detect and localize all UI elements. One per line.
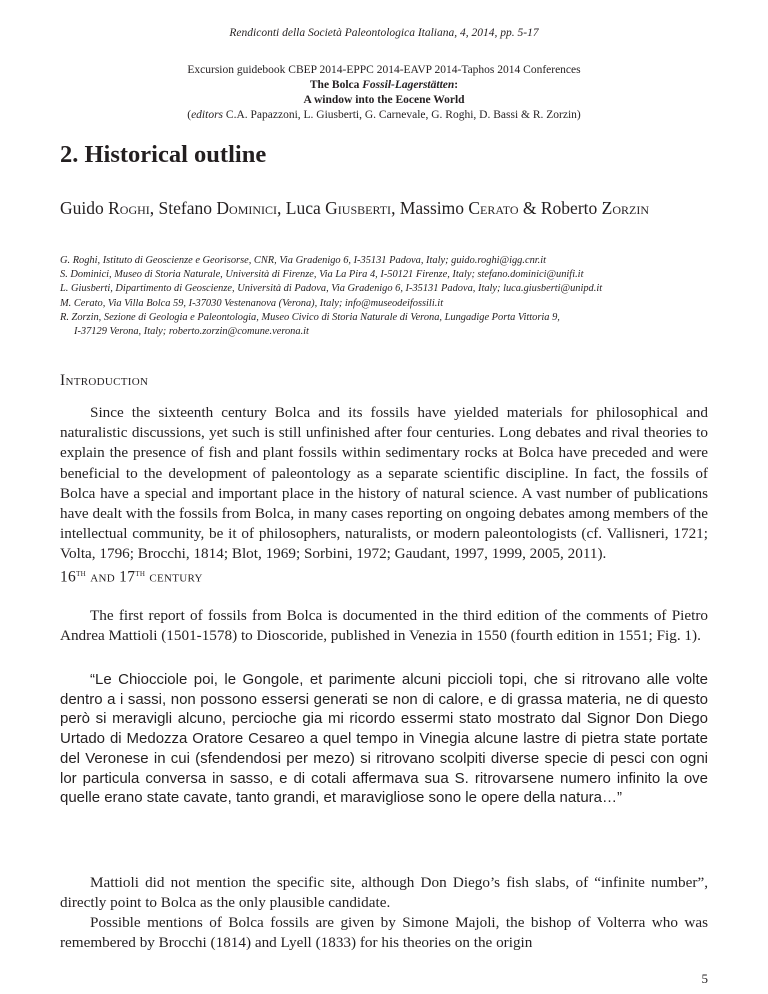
guidebook-line-4 xyxy=(60,108,708,123)
running-head: Rendiconti della Società Paleontologica Italiana, 4, 2014, pp. 5-17 xyxy=(229,27,539,39)
introduction-paragraph: Since the sixteenth century Bolca and its fossils have yielded materials for philosophical and naturalistic discussions, yet such is still unfinished after four centuries. Long debates and rival theories to explain the presence of fish and plant fossils within sedimentary rocks at Bolca have preceded and were beneficial to the development of paleontology as a separate scientific discipline. In fact, the fossils of Bolca have a special and important place in the history of natural science. A vast number of publications have dealt with the fossils from Bolca, in many cases reporting on ongoing debates among members of the intellectual community, be it of philosophers, naturalists, or modern paleontologists (cf. Vallisneri, 1721; Volta, 1796; Brocchi, 1814; Blot, 1969; Sorbini, 1972; Gaudant, 1997, 1999, 2005, 2011). xyxy=(60,404,708,563)
paragraph-mattioli: Mattioli did not mention the specific site, although Don Diego’s fish slabs, of “infinite number”, directly point to Bolca as the only plausible candidate. xyxy=(60,874,708,912)
paragraph-first-report: The first report of fossils from Bolca is documented in the third edition of the comments of Pietro Andrea Mattioli (1501-1578) to Dioscoride, published in Venezia in 1550 (fourth edition in 1551; Fig. 1). xyxy=(60,607,708,645)
guidebook-line-3: A window into the Eocene World xyxy=(303,94,465,106)
affiliation: R. Zorzin, Sezione di Geologia e Paleontologia, Museo Civico di Storia Naturale di Verona, Lungadige Porta Vittoria 9, xyxy=(60,311,560,323)
article-title: 2. Historical outline xyxy=(60,141,267,168)
author: Luca Giusberti, xyxy=(285,198,400,218)
author: Massimo Cerato & xyxy=(399,198,541,218)
affiliation: S. Dominici, Museo di Storia Naturale, Università di Firenze, Via La Pira 4, I-50121 Firenze, Italy; stefano.dominici@unifi.it xyxy=(60,269,584,281)
affiliation: G. Roghi, Istituto di Geoscienze e Georisorse, CNR, Via Gradenigo 6, I-35131 Padova, Italy; guido.roghi@igg.cnr.it xyxy=(60,255,547,266)
section-heading-introduction: Introduction xyxy=(60,372,149,389)
author: Roberto Zorzin xyxy=(540,198,649,218)
affiliation: I-37129 Verona, Italy; roberto.zorzin@comune.verona.it xyxy=(74,326,309,338)
section-heading-16th-17th-century: 16th and 17th century xyxy=(60,568,203,586)
editors-list: C.A. Papazzoni, L. Giusberti, G. Carnevale, G. Roghi, D. Bassi & R. Zorzin) xyxy=(223,109,581,121)
guidebook-line-2 xyxy=(60,78,708,93)
affiliations xyxy=(60,254,708,339)
guidebook-header xyxy=(60,63,708,123)
editors-open: ( xyxy=(187,109,192,121)
paragraph-majoli: Possible mentions of Bolca fossils are given by Simone Majoli, the bishop of Volterra who was remembered by Brocchi (1814) and Lyell (1833) for his theories on the origin xyxy=(60,914,708,952)
mattioli-quote: “Le Chiocciole poi, le Gongole, et parimente alcuni piccioli topi, che si ritrovano alle volte dentro a i sassi, non possono essersi generati se non di calore, e di grassa materia, ne di questo però si meravigli alcuno, percioche gia mi ricordo essermi stato mostrato dal Signor Don Diego Urtado di Medozza Oratore Cesareo a quel tempo in Vinegia alcune lastre di pietra state portate del Veronese in cui (sfendendosi per mezo) si ritrovano scolpiti diverse specie di pesci con ogni lor particula conversa in sasso, e di cotali affermava sua S. ritrovarsene numero infinito la ove quelle erano state cavate, tanto grandi, et maravigliose sono le opere della natura…” xyxy=(60,671,708,807)
article-page xyxy=(60,0,708,994)
guidebook-line-1: Excursion guidebook CBEP 2014-EPPC 2014-EAVP 2014-Taphos 2014 Conferences xyxy=(187,64,581,76)
author: Stefano Dominici, xyxy=(158,198,286,218)
editors-label: editors xyxy=(191,109,224,121)
page-number: 5 xyxy=(701,971,708,986)
author-list xyxy=(60,196,708,220)
guidebook-title-post: : xyxy=(454,79,459,91)
author: Guido Roghi, xyxy=(60,198,159,218)
affiliation: M. Cerato, Via Villa Bolca 59, I-37030 Vestenanova (Verona), Italy; info@museodeifossili.it xyxy=(60,297,444,309)
guidebook-title-pre: The Bolca xyxy=(309,79,363,91)
guidebook-title-italic: Fossil-Lagerstätten xyxy=(362,79,455,91)
affiliation: L. Giusberti, Dipartimento di Geoscienze, Università di Padova, Via Gradenigo 6, I-35131 Padova, Italy; luca.giusberti@unipd.it xyxy=(60,283,603,295)
